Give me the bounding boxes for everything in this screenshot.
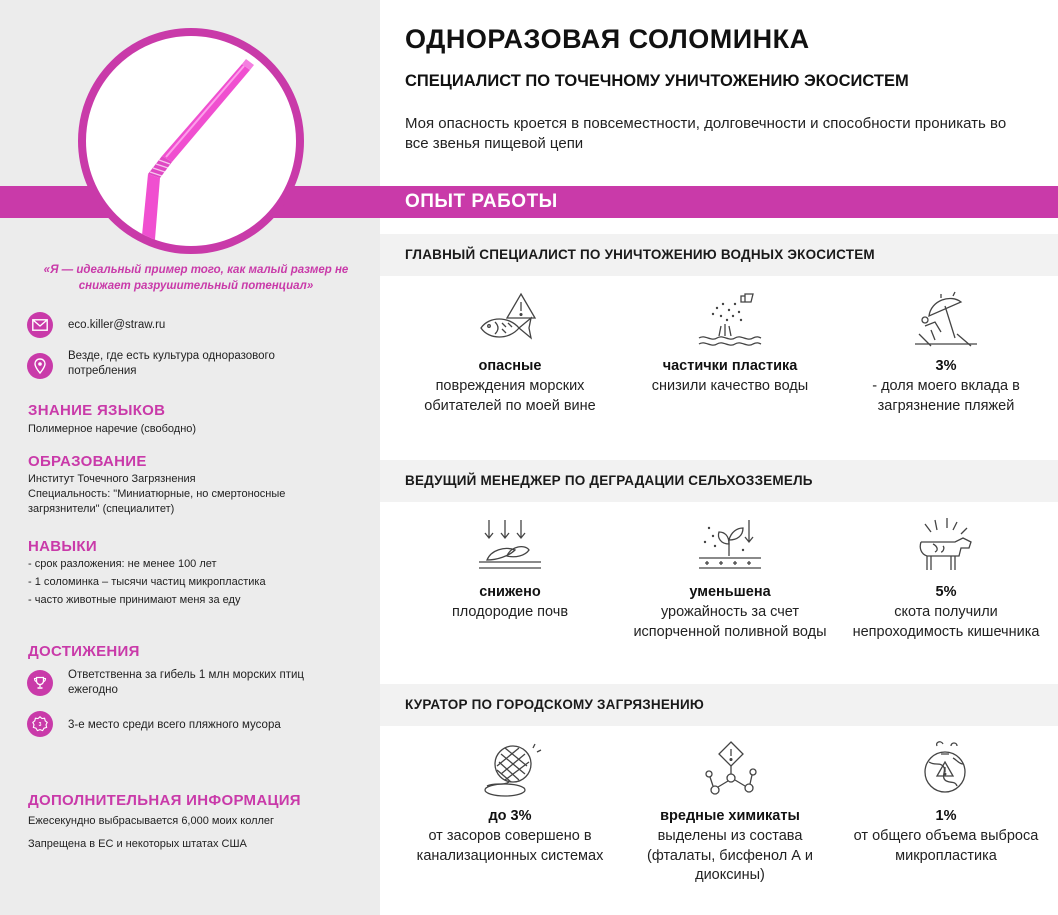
section-stats — [380, 276, 1058, 456]
section-band — [380, 234, 1058, 276]
location-pin-icon — [27, 353, 53, 379]
fish-warning-icon — [475, 290, 545, 352]
page-subtitle: СПЕЦИАЛИСТ ПО ТОЧЕЧНОМУ УНИЧТОЖЕНИЮ ЭКОСИСТЕМ — [405, 72, 909, 90]
chemical-warning-icon — [695, 740, 765, 802]
straw-image — [86, 36, 296, 246]
stat-card — [846, 276, 1046, 456]
stat-description: снизили качество воды — [651, 378, 809, 394]
svg-text:3: 3 — [38, 722, 42, 728]
stat-description: урожайность за счет испорченной поливной воды — [633, 604, 827, 640]
stat-description: повреждения морских обитателей по моей вине — [424, 378, 596, 414]
section-title: ВЕДУЩИЙ МЕНЕДЖЕР ПО ДЕГРАДАЦИИ СЕЛЬХОЗЗЕМЕЛЬ — [405, 473, 813, 488]
stat-card — [630, 726, 830, 906]
section-band — [380, 684, 1058, 726]
medal-badge-icon — [27, 711, 53, 737]
polluted-globe-icon — [911, 740, 981, 802]
achievements-heading: ДОСТИЖЕНИЯ — [28, 643, 140, 660]
stat-card — [410, 726, 610, 906]
skill-item: - срок разложения: не менее 100 лет — [28, 558, 217, 570]
skill-item: - часто животные принимают меня за еду — [28, 594, 241, 606]
languages-text: Полимерное наречие (свободно) — [28, 423, 197, 435]
location-text: Везде, где есть культура одноразового потребления — [68, 350, 275, 377]
stat-value: 5% — [935, 584, 957, 600]
stat-description: плодородие почв — [451, 604, 569, 620]
stat-description: от засоров совершено в канализационных системах — [416, 828, 604, 864]
education-line: загрязнители" (специалитет) — [28, 503, 175, 515]
stat-description: выделены из состава (фталаты, бисфенол А и диоксины) — [647, 828, 813, 883]
beach-umbrella-icon — [911, 290, 981, 352]
stat-value: частички пластика — [662, 358, 798, 374]
stat-value: 3% — [935, 358, 957, 374]
skill-item: - 1 соломинка – тысячи частиц микропластика — [28, 576, 266, 588]
stat-card — [410, 502, 610, 682]
stat-card — [630, 276, 830, 456]
education-line: Специальность: "Миниатюрные, но смертоносные — [28, 488, 286, 500]
education-heading: ОБРАЗОВАНИЕ — [28, 453, 147, 470]
stat-card — [846, 502, 1046, 682]
experience-section — [380, 460, 1058, 682]
stat-description: - доля моего вклада в загрязнение пляжей — [872, 378, 1020, 414]
water-particles-thumbs-down-icon — [695, 290, 765, 352]
stat-card — [846, 726, 1046, 906]
languages-heading: ЗНАНИЕ ЯЗЫКОВ — [28, 402, 166, 419]
skills-heading: НАВЫКИ — [28, 538, 97, 555]
stat-value: опасные — [478, 358, 542, 374]
experience-section — [380, 234, 1058, 456]
extra-info-heading: ДОПОЛНИТЕЛЬНАЯ ИНФОРМАЦИЯ — [28, 792, 301, 809]
section-title: КУРАТОР ПО ГОРОДСКОМУ ЗАГРЯЗНЕНИЮ — [405, 697, 705, 712]
stat-description: скота получили непроходимость кишечника — [852, 604, 1040, 640]
quote: «Я — идеальный пример того, как малый размер не снижает разрушительный потенциал» — [43, 264, 349, 292]
experience-heading: ОПЫТ РАБОТЫ — [405, 191, 558, 212]
straw-photo — [78, 28, 304, 254]
stat-value: снижено — [479, 584, 541, 600]
email-link[interactable]: eco.killer@straw.ru — [68, 319, 166, 331]
stat-value: 1% — [935, 808, 957, 824]
soil-arrows-icon — [475, 516, 545, 578]
stat-value: вредные химикаты — [660, 808, 800, 824]
stat-card — [410, 276, 610, 456]
experience-section — [380, 684, 1058, 906]
achievement-text: 3-е место среди всего пляжного мусора — [68, 719, 281, 731]
education-line: Институт Точечного Загрязнения — [28, 473, 196, 485]
page-title: ОДНОРАЗОВАЯ СОЛОМИНКА — [405, 24, 810, 54]
stat-description: от общего объема выброса микропластика — [853, 828, 1039, 864]
section-stats — [380, 502, 1058, 682]
achievement-text: Ответственна за гибель 1 млн морских птиц ежегодно — [68, 669, 304, 696]
extra-info-line: Ежесекундно выбрасывается 6,000 моих коллег — [28, 815, 275, 827]
envelope-icon — [27, 312, 53, 338]
drain-grate-icon — [475, 740, 545, 802]
section-title: ГЛАВНЫЙ СПЕЦИАЛИСТ ПО УНИЧТОЖЕНИЮ ВОДНЫХ ЭКОСИСТЕМ — [405, 247, 875, 262]
stat-value: уменьшена — [689, 584, 771, 600]
extra-info-line: Запрещена в ЕС и некоторых штатах США — [28, 838, 247, 850]
stat-card — [630, 502, 830, 682]
trophy-icon — [27, 670, 53, 696]
stat-value: до 3% — [488, 808, 532, 824]
page-description: Моя опасность кроется в повсеместности, долговечности и способности проникать во все звенья пищевой цепи — [405, 115, 1007, 152]
cow-icon — [911, 516, 981, 578]
section-band — [380, 460, 1058, 502]
sprout-arrow-icon — [695, 516, 765, 578]
section-stats — [380, 726, 1058, 906]
sidebar — [0, 0, 380, 915]
